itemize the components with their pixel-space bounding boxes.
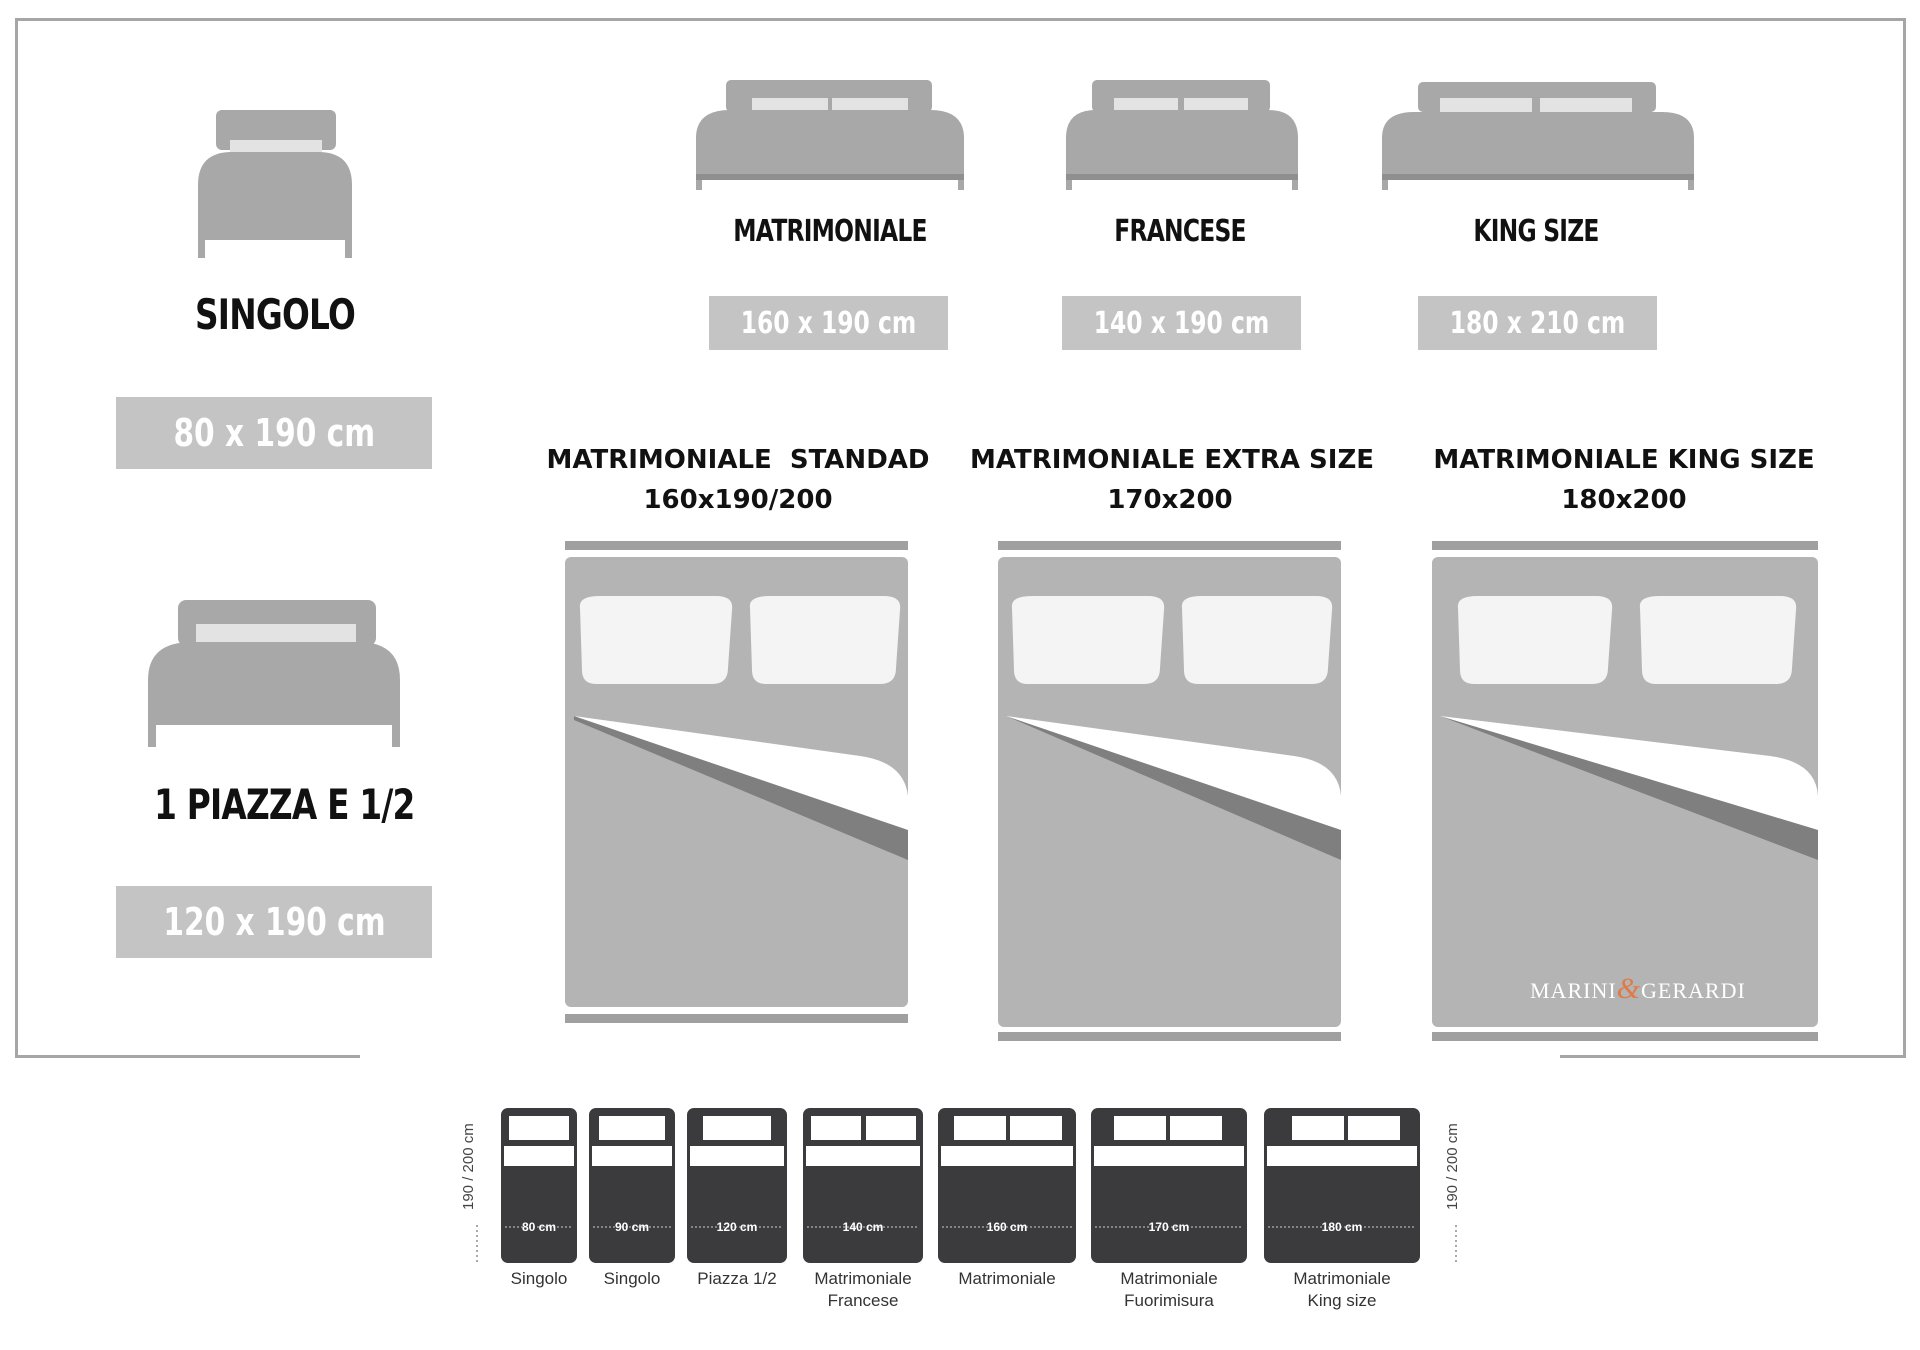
king-size-box: 180 x 210 cm: [1418, 296, 1657, 350]
double-bed-icon: [696, 80, 964, 190]
mini-axis-label-right: 190 / 200 cm: [1444, 1123, 1461, 1210]
single-bed-icon: [198, 110, 352, 258]
mini-width-170: 170 cm: [1148, 1220, 1190, 1234]
top-view-bed-extra: [998, 541, 1341, 1041]
matrimoniale-label: MATRIMONIALE: [733, 214, 927, 249]
plan-standard-size: 160x190/200: [643, 485, 833, 515]
mini-caption-7: Matrimoniale King size: [1293, 1269, 1391, 1310]
mini-bed-row: [477, 1108, 1456, 1263]
king-bed-icon: [1382, 82, 1694, 190]
plan-king-title: MATRIMONIALE KING SIZE: [1433, 445, 1815, 475]
piazza-size-box: 120 x 190 cm: [116, 886, 432, 958]
plan-king-heading: [1424, 440, 1824, 520]
plan-standard-heading: [540, 440, 936, 520]
top-view-bed-king: [1432, 541, 1818, 1041]
plan-extra-heading: [970, 440, 1375, 520]
piazza-label: 1 PIAZZA E 1/2: [154, 780, 415, 829]
french-bed-icon: [1066, 80, 1298, 190]
mini-width-160: 160 cm: [986, 1220, 1028, 1234]
king-size-label: KING SIZE: [1473, 214, 1599, 249]
plan-extra-title: MATRIMONIALE EXTRA SIZE: [970, 445, 1375, 475]
mini-caption-1: Singolo: [510, 1269, 568, 1288]
mini-width-180: 180 cm: [1321, 1220, 1363, 1234]
mini-caption-5: Matrimoniale: [958, 1269, 1056, 1288]
mini-width-80: 80 cm: [521, 1220, 557, 1234]
top-view-bed-standard: [565, 541, 908, 1023]
mini-caption-4: Matrimoniale Francese: [814, 1269, 912, 1310]
francese-label: FRANCESE: [1114, 214, 1246, 249]
mini-width-140: 140 cm: [842, 1220, 884, 1234]
mini-caption-6: Matrimoniale Fuorimisura: [1120, 1269, 1218, 1310]
mini-width-90: 90 cm: [614, 1220, 650, 1234]
mini-caption-3: Piazza 1/2: [697, 1269, 777, 1288]
matrimoniale-size-box: 160 x 190 cm: [709, 296, 948, 350]
singolo-label: SINGOLO: [194, 290, 356, 339]
plan-extra-size: 170x200: [1107, 485, 1233, 515]
brand-logo: MARINI&GERARDI: [1530, 972, 1746, 1005]
francese-size-box: 140 x 190 cm: [1062, 296, 1301, 350]
plan-standard-title: MATRIMONIALE STANDAD: [546, 445, 930, 475]
mini-width-120: 120 cm: [716, 1220, 758, 1234]
mini-axis-label-left: 190 / 200 cm: [460, 1123, 477, 1210]
mini-caption-2: Singolo: [603, 1269, 661, 1288]
plan-king-size: 180x200: [1561, 485, 1687, 515]
singolo-size-box: 80 x 190 cm: [116, 397, 432, 469]
one-and-half-bed-icon: [148, 600, 400, 747]
